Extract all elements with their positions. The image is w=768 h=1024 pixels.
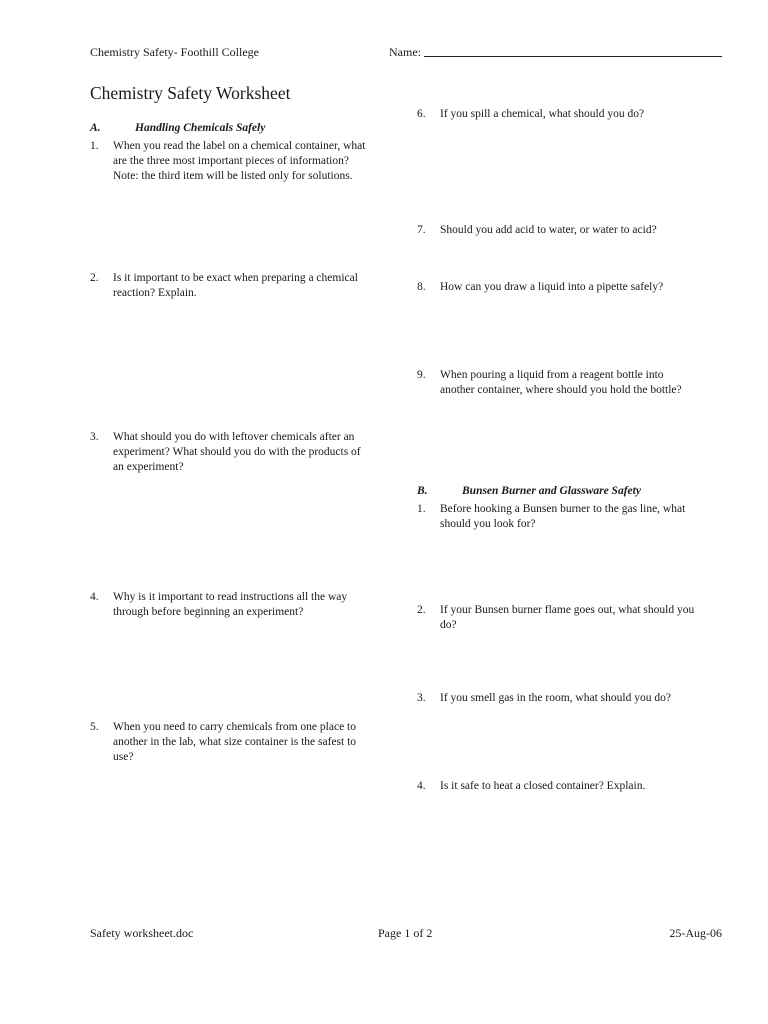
section-b-title: Bunsen Burner and Glassware Safety (462, 485, 641, 497)
header-name-label: Name: (389, 45, 421, 59)
question-line: use? (113, 751, 134, 763)
question-number: 1. (90, 140, 99, 152)
question-a5 (90, 720, 390, 766)
question-line: When you read the label on a chemical container, what (113, 140, 366, 152)
footer-date: 25-Aug-06 (669, 926, 722, 940)
section-b-heading (417, 485, 722, 501)
question-a3 (90, 430, 390, 476)
question-line: another in the lab, what size container is the safest to (113, 736, 357, 748)
question-number: 9. (417, 369, 426, 381)
question-line: through before beginning an experiment? (113, 606, 304, 618)
question-line: If you spill a chemical, what should you do? (440, 108, 645, 120)
question-line: When pouring a liquid from a reagent bottle into (440, 369, 664, 381)
question-a8 (417, 280, 722, 296)
header-course: Chemistry Safety- Foothill College (90, 45, 259, 59)
question-a6 (417, 107, 722, 123)
question-number: 4. (90, 591, 99, 603)
page-title: Chemistry Safety Worksheet (90, 83, 291, 103)
question-line: If your Bunsen burner flame goes out, what should you (440, 604, 695, 616)
question-line: experiment? What should you do with the products of (113, 446, 361, 458)
question-line: If you smell gas in the room, what should you do? (440, 692, 671, 704)
question-line: should you look for? (440, 518, 536, 530)
question-number: 6. (417, 108, 426, 120)
question-a2 (90, 271, 390, 302)
footer-page-number: Page 1 of 2 (378, 926, 433, 940)
question-a9 (417, 368, 722, 399)
section-a-heading (90, 122, 390, 138)
question-a4 (90, 590, 390, 621)
question-number: 3. (417, 692, 426, 704)
question-line: Before hooking a Bunsen burner to the gas line, what (440, 503, 686, 515)
question-b2 (417, 603, 722, 634)
question-line: Note: the third item will be listed only for solutions. (113, 170, 353, 182)
question-number: 7. (417, 224, 426, 236)
question-b1 (417, 502, 722, 533)
question-line: How can you draw a liquid into a pipette safely? (440, 281, 664, 293)
question-number: 2. (90, 272, 99, 284)
question-a7 (417, 223, 722, 239)
question-line: another container, where should you hold the bottle? (440, 384, 682, 396)
question-line: Is it safe to heat a closed container? Explain. (440, 780, 646, 792)
question-b4 (417, 779, 722, 795)
question-line: Should you add acid to water, or water to acid? (440, 224, 657, 236)
question-number: 4. (417, 780, 426, 792)
footer-filename: Safety worksheet.doc (90, 926, 194, 940)
question-number: 2. (417, 604, 426, 616)
question-a1 (90, 139, 390, 185)
question-line: When you need to carry chemicals from one place to (113, 721, 356, 733)
question-line: reaction? Explain. (113, 287, 197, 299)
question-b3 (417, 691, 722, 707)
question-number: 1. (417, 503, 426, 515)
name-blank-line (424, 56, 722, 57)
section-a-title: Handling Chemicals Safely (135, 122, 266, 134)
question-number: 8. (417, 281, 426, 293)
section-a-letter: A. (90, 122, 101, 134)
question-line: Why is it important to read instructions all the way (113, 591, 348, 603)
question-line: do? (440, 619, 457, 631)
question-line: are the three most important pieces of information? (113, 155, 349, 167)
question-line: Is it important to be exact when preparing a chemical (113, 272, 358, 284)
section-b-letter: B. (417, 485, 428, 497)
question-line: What should you do with leftover chemicals after an (113, 431, 355, 443)
question-number: 3. (90, 431, 99, 443)
question-number: 5. (90, 721, 99, 733)
question-line: an experiment? (113, 461, 184, 473)
